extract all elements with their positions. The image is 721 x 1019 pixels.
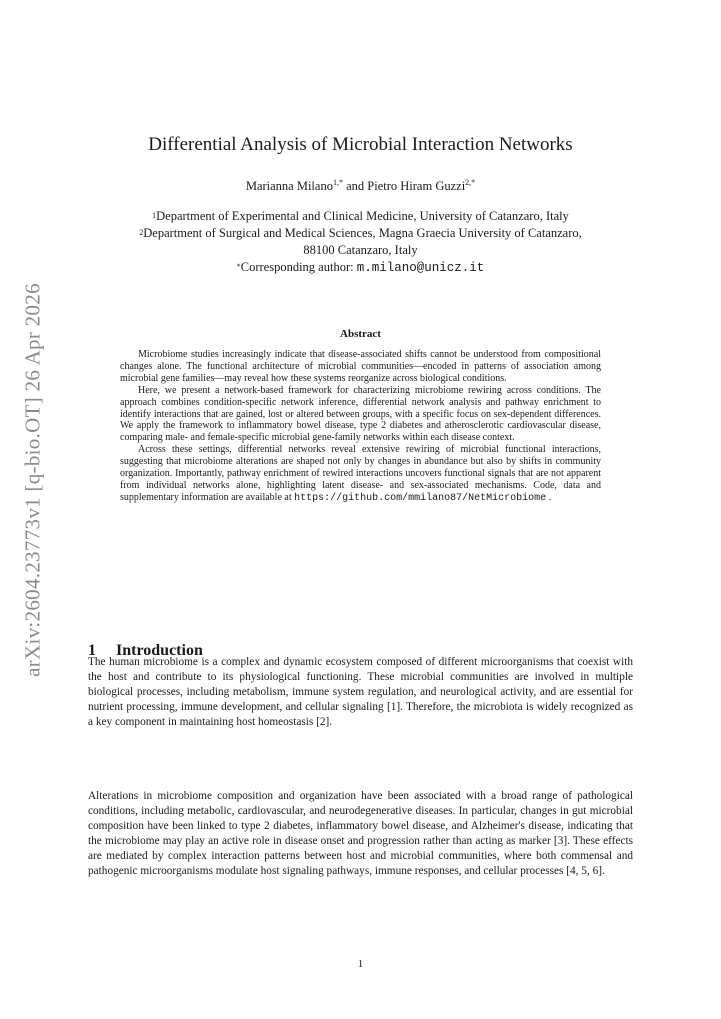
author-name: Pietro Hiram Guzzi bbox=[367, 179, 466, 193]
corresponding-email-link[interactable]: m.milano@unicz.it bbox=[356, 261, 485, 275]
page-number: 1 bbox=[357, 958, 364, 970]
corresponding-author bbox=[0, 259, 721, 277]
section-title: Introduction bbox=[116, 642, 203, 659]
corresponding-superscript: * bbox=[236, 262, 241, 271]
abstract-text: Across these settings, differential networks reveal extensive rewiring of microbial functional interactions, suggesting that microbiome alterations are shaped not only by changes in abundance but also by shifts in community organization. Importantly, pathway enrichment of rewired interactions uncovers functional signals that are not apparent from individual networks alone, highlighting latent disease- and sex-associated mechanisms. Code, data and supplementary information are available at bbox=[120, 444, 601, 503]
abstract-heading: Abstract bbox=[340, 328, 381, 340]
corresponding-label: Corresponding author: bbox=[240, 260, 357, 274]
abstract-text: . bbox=[546, 491, 552, 503]
abstract-paragraph: Microbiome studies increasingly indicate that disease-associated shifts cannot be understood from compositional changes alone. The functional architecture of microbial communities—encoded in patterns of association among microbial gene families—may reveal how these systems reorganize across biological conditions. bbox=[120, 349, 601, 384]
arxiv-identifier-stamp: arXiv:2604.23773v1 [q-bio.OT] 26 Apr 2026 bbox=[20, 283, 45, 677]
section-number: 1 bbox=[88, 642, 96, 659]
author-name: Marianna Milano bbox=[245, 179, 333, 193]
abstract-paragraph bbox=[120, 444, 601, 505]
affiliation-superscript: 1 bbox=[152, 211, 157, 220]
body-text: Alterations in microbiome composition and organization have been associated with a broad range of pathological conditions, including metabolic, cardiovascular, and neurodegenerative diseases. In particular, changes in gut microbial composition have been linked to type 2 diabetes, inflammatory bowel disease, and Alzheimer's disease, indicating that the microbiome may play an active role in disease onset and progression rather than acting as marker [3]. These effects are mediated by complex interaction patterns between host and microbial communities, where both commensal and pathogenic microorganisms modulate host signaling pathways, immune responses, and cellular processes [4, 5, 6]. bbox=[88, 790, 633, 877]
abstract-body bbox=[120, 349, 601, 505]
author-conjunction: and bbox=[342, 179, 368, 193]
affiliation-2 bbox=[0, 225, 721, 242]
body-paragraph-2 bbox=[88, 789, 633, 878]
affiliation-text: Department of Surgical and Medical Sciences, Magna Graecia University of Catanzaro, bbox=[143, 226, 582, 240]
author-superscript: 2,* bbox=[465, 178, 476, 187]
github-link[interactable]: https://github.com/mmilano87/NetMicrobiome bbox=[294, 492, 547, 504]
body-text: The human microbiome is a complex and dynamic ecosystem composed of different microorganisms that coexist with the host and contribute to its physiological functioning. These microbial communities are involved in multiple biological processes, including metabolism, immune system regulation, and neurological activity, and are essential for nutrient processing, immune development, and cellular signaling [1]. Therefore, the microbiota is widely recognized as a key component in maintaining host homeostasis [2]. bbox=[88, 656, 633, 728]
paper-title: Differential Analysis of Microbial Interaction Networks bbox=[148, 134, 573, 155]
affiliation-2-cont: 88100 Catanzaro, Italy bbox=[303, 243, 418, 257]
affiliation-text: Department of Experimental and Clinical Medicine, University of Catanzaro, Italy bbox=[156, 209, 569, 223]
affiliation-1 bbox=[0, 208, 721, 225]
author-superscript: 1,* bbox=[332, 178, 343, 187]
affiliation-superscript: 2 bbox=[139, 228, 144, 237]
body-paragraph-1 bbox=[88, 655, 633, 730]
author-line bbox=[0, 179, 721, 194]
abstract-paragraph: Here, we present a network-based framework for characterizing microbiome rewiring across conditions. The approach combines condition-specific network inference, differential network analysis and pathway enrichment to identify interactions that are gained, lost or altered between groups, with a specific focus on sex-dependent differences. We apply the framework to inflammatory bowel disease, type 2 diabetes and atherosclerotic cardiovascular disease, comparing male- and female-specific microbial gene-family networks within each disease context. bbox=[120, 384, 601, 444]
